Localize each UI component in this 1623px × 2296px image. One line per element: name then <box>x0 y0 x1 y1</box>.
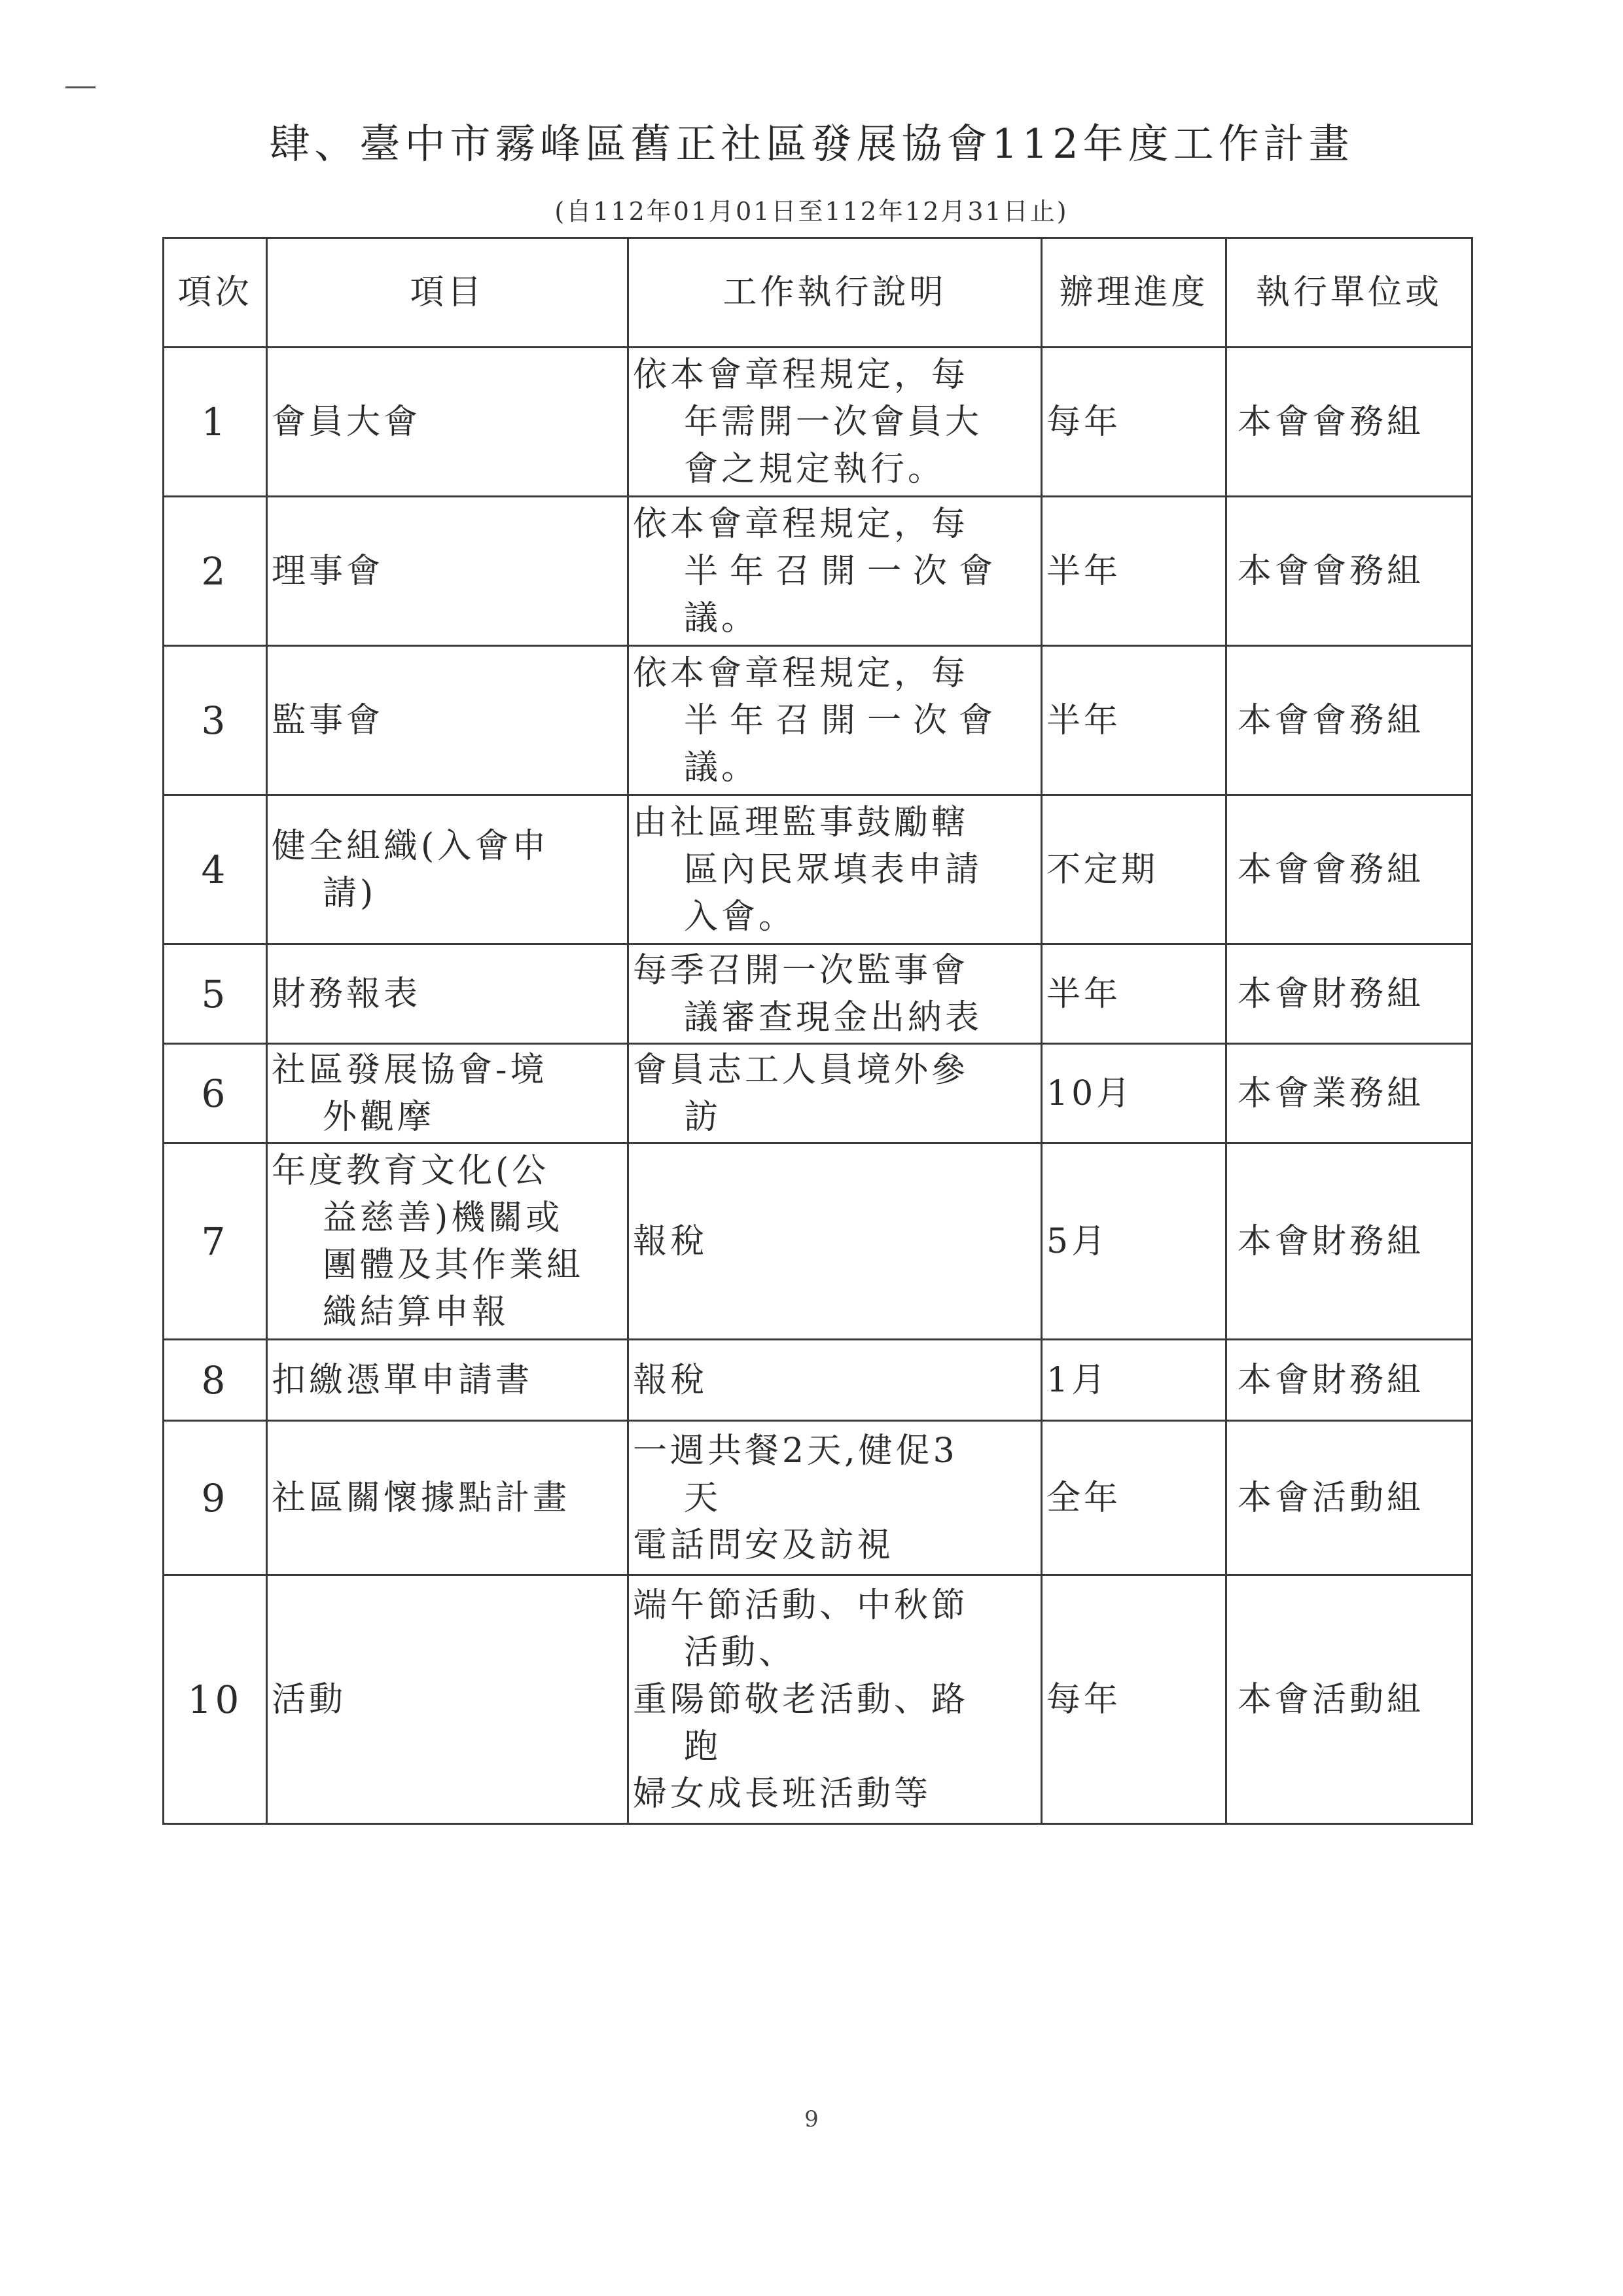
table-header-row <box>164 238 1472 348</box>
table-row <box>164 348 1472 497</box>
item-line: 請) <box>323 873 377 913</box>
item-line: 外觀摩 <box>323 1097 435 1137</box>
row-item <box>267 795 628 944</box>
header-item: 項目 <box>267 238 628 348</box>
row-number: 7 <box>164 1143 267 1340</box>
description-line: 依本會章程規定，每 <box>633 504 969 544</box>
description-line: 議審查現金出納表 <box>684 997 983 1037</box>
row-progress: 1月 <box>1042 1340 1226 1421</box>
row-progress: 全年 <box>1042 1421 1226 1575</box>
description-line: 會之規定執行。 <box>684 449 946 489</box>
row-item <box>267 646 628 795</box>
item-line: 年度教育文化(公 <box>272 1151 550 1191</box>
row-item <box>267 348 628 497</box>
table-row <box>164 944 1472 1044</box>
table-row <box>164 1340 1472 1421</box>
header-unit: 執行單位或 <box>1226 238 1472 348</box>
work-plan-table <box>162 237 1473 1825</box>
row-progress: 每年 <box>1042 1575 1226 1824</box>
description-line: 年需開一次會員大 <box>684 402 983 442</box>
row-number: 4 <box>164 795 267 944</box>
item-line: 益慈善)機關或 <box>323 1198 563 1238</box>
row-unit: 本會財務組 <box>1226 1340 1472 1421</box>
row-number: 6 <box>164 1044 267 1143</box>
description-line: 報稅 <box>633 1360 708 1400</box>
row-number: 8 <box>164 1340 267 1421</box>
header-description: 工作執行說明 <box>628 238 1042 348</box>
row-unit: 本會活動組 <box>1226 1421 1472 1575</box>
row-progress: 半年 <box>1042 944 1226 1044</box>
item-line: 理事會 <box>272 551 384 591</box>
description-line: 區內民眾填表申請 <box>684 850 983 889</box>
table-row <box>164 497 1472 646</box>
description-line: 一週共餐2天,健促3 <box>633 1431 958 1471</box>
row-item <box>267 1044 628 1143</box>
description-line: 半年召開一次會 <box>684 700 1005 740</box>
row-number: 2 <box>164 497 267 646</box>
row-number: 3 <box>164 646 267 795</box>
row-progress: 不定期 <box>1042 795 1226 944</box>
description-line: 婦女成長班活動等 <box>633 1774 932 1814</box>
description-line: 入會。 <box>684 897 796 937</box>
table-row <box>164 1143 1472 1340</box>
row-description <box>628 1575 1042 1824</box>
table-row <box>164 1044 1472 1143</box>
row-progress: 半年 <box>1042 497 1226 646</box>
row-unit: 本會會務組 <box>1226 497 1472 646</box>
row-unit: 本會活動組 <box>1226 1575 1472 1824</box>
item-line: 社區關懷據點計畫 <box>272 1478 571 1518</box>
row-item <box>267 1421 628 1575</box>
description-line: 端午節活動、中秋節 <box>633 1585 969 1625</box>
row-unit: 本會會務組 <box>1226 348 1472 497</box>
header-no: 項次 <box>164 238 267 348</box>
row-progress: 每年 <box>1042 348 1226 497</box>
row-number: 10 <box>164 1575 267 1824</box>
description-line: 由社區理監事鼓勵轄 <box>633 802 969 842</box>
item-line: 團體及其作業組 <box>323 1245 584 1285</box>
description-line: 訪 <box>684 1097 722 1137</box>
item-line: 監事會 <box>272 700 384 740</box>
description-line: 天 <box>684 1478 722 1518</box>
row-description <box>628 795 1042 944</box>
item-line: 會員大會 <box>272 402 421 442</box>
description-line: 跑 <box>684 1727 722 1767</box>
table-row <box>164 1421 1472 1575</box>
row-progress: 5月 <box>1042 1143 1226 1340</box>
item-line: 社區發展協會-境 <box>272 1050 548 1090</box>
table-row <box>164 795 1472 944</box>
row-number: 1 <box>164 348 267 497</box>
table-row <box>164 1575 1472 1824</box>
item-line: 財務報表 <box>272 974 421 1014</box>
row-unit: 本會財務組 <box>1226 1143 1472 1340</box>
table-row <box>164 646 1472 795</box>
item-line: 健全組織(入會申 <box>272 826 550 866</box>
description-line: 依本會章程規定，每 <box>633 653 969 693</box>
row-description <box>628 1421 1042 1575</box>
description-line: 半年召開一次會 <box>684 551 1005 591</box>
item-line: 織結算申報 <box>323 1292 510 1332</box>
description-line: 電話問安及訪視 <box>633 1525 895 1565</box>
row-number: 9 <box>164 1421 267 1575</box>
row-item <box>267 944 628 1044</box>
row-unit: 本會會務組 <box>1226 795 1472 944</box>
description-line: 會員志工人員境外參 <box>633 1050 969 1090</box>
row-unit: 本會會務組 <box>1226 646 1472 795</box>
description-line: 議。 <box>684 598 759 638</box>
row-description <box>628 944 1042 1044</box>
row-description <box>628 1340 1042 1421</box>
row-item <box>267 1143 628 1340</box>
row-description <box>628 348 1042 497</box>
description-line: 重陽節敬老活動、路 <box>633 1679 969 1719</box>
description-line: 依本會章程規定，每 <box>633 355 969 395</box>
row-description <box>628 1143 1042 1340</box>
item-line: 活動 <box>272 1679 347 1719</box>
page-title: 肆、臺中市霧峰區舊正社區發展協會112年度工作計畫 <box>269 120 1354 168</box>
row-description <box>628 646 1042 795</box>
row-description <box>628 1044 1042 1143</box>
row-number: 5 <box>164 944 267 1044</box>
header-progress: 辦理進度 <box>1042 238 1226 348</box>
row-unit: 本會財務組 <box>1226 944 1472 1044</box>
row-item <box>267 1575 628 1824</box>
row-unit: 本會業務組 <box>1226 1044 1472 1143</box>
scan-mark <box>65 86 96 88</box>
description-line: 每季召開一次監事會 <box>633 950 969 990</box>
item-line: 扣繳憑單申請書 <box>272 1360 533 1400</box>
row-progress: 半年 <box>1042 646 1226 795</box>
date-range-subtitle: (自112年01月01日至112年12月31日止) <box>554 197 1069 226</box>
row-item <box>267 1340 628 1421</box>
row-item <box>267 497 628 646</box>
row-description <box>628 497 1042 646</box>
description-line: 議。 <box>684 747 759 787</box>
description-line: 活動、 <box>684 1632 796 1672</box>
description-line: 報稅 <box>633 1221 708 1261</box>
page-number: 9 <box>804 2106 819 2132</box>
row-progress: 10月 <box>1042 1044 1226 1143</box>
